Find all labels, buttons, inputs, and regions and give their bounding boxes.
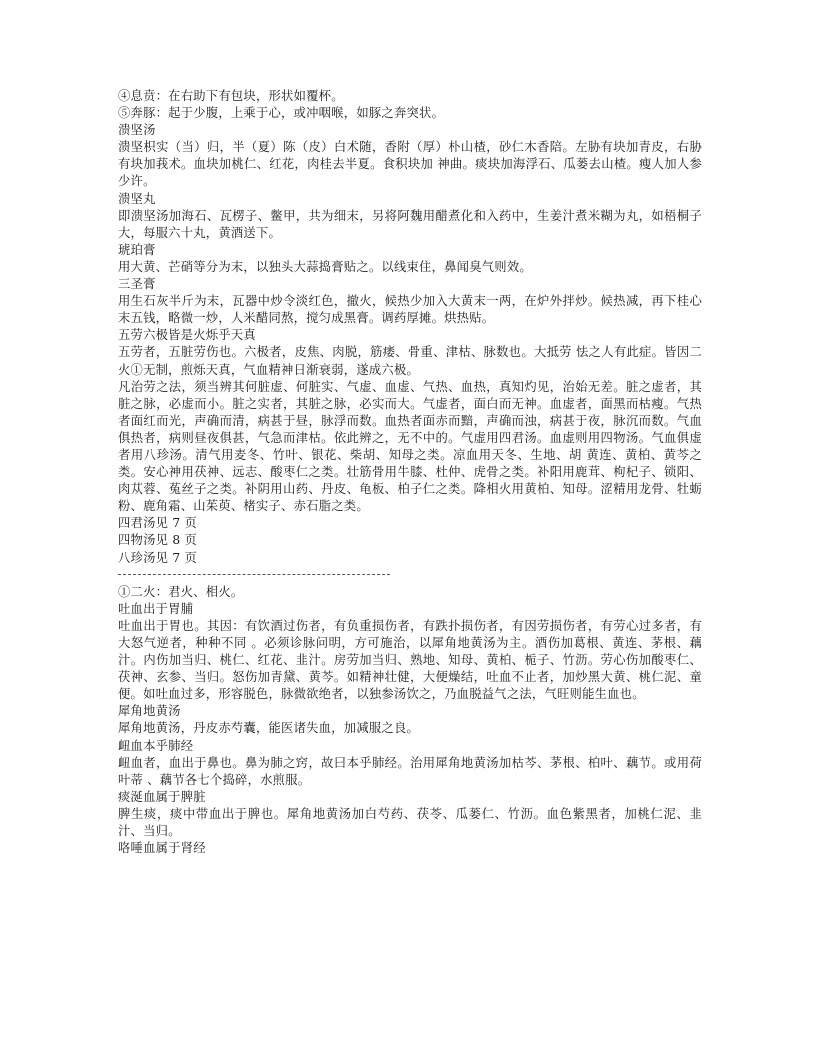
heading-wulaoliuji: 五劳六极皆是火烁乎天真 <box>118 328 256 343</box>
heading-tuxue: 吐血出于胃脯 <box>118 601 194 616</box>
paragraph-tuxue-body: 吐血出于胃也。其因：有饮酒过伤者，有负重损伤者，有跌扑损伤者，有因劳损伤者，有劳心过多者，有大怒气逆者，种种不同 。必须诊脉问明，方可施治，以犀角地黄汤为主。酒伤加葛根、黄连、茅根、藕汁。内伤加当归、桃仁、红花、韭汁。房劳加当归、熟地、知母、黄柏、栀子、竹沥。劳心伤加酸枣仁、茯神、玄参、当归。怒伤加青黛、黄芩。如精神壮健，大便燥结，吐血不止者，加炒黑大黄、桃仁泥、童便。如吐血过多，形容脱色，脉微欲绝者，以独参汤饮之，乃血脱益气之法，气旺则能生血也。 <box>118 618 702 702</box>
paragraph-nuxue-body: 衄血者，血出于鼻也。鼻为肺之窍，故曰本乎肺经。治用犀角地黄汤加枯芩、茅根、柏叶、藕节。或用荷叶蒂 、藕节各七个捣碎，水煎服。 <box>118 755 702 787</box>
paragraph-sanshenggao-body: 用生石灰半斤为末，瓦器中炒令淡红色，撤火，候热少加入大黄末一两，在炉外拌炒。候热减，再下桂心末五钱，略微一炒，人米醋同熬，搅匀成黑膏。调药厚摊。烘热贴。 <box>118 294 702 326</box>
reference-siwutang: 四物汤见 8 页 <box>118 533 198 548</box>
paragraph-wulaoliuji-body: 五劳者，五脏劳伤也。六极者，皮焦、肉脱，筋痿、骨重、津枯、脉数也。大抵劳 怯之人有此症。皆因二火①无制，煎烁天真，气血精神日渐衰弱，遂成六极。 <box>118 345 702 377</box>
paragraph-tanyanxue-body: 脾生痰，痰中带血出于脾也。犀角地黄汤加白芍药、茯苓、瓜蒌仁、竹沥。血色紫黑者，加桃仁泥、韭汁、当归。 <box>118 806 702 839</box>
heading-xijiaodihuangtang: 犀角地黄汤 <box>118 704 181 719</box>
paragraph-kuijianwan-body: 即溃坚汤加海石、瓦楞子、鳖甲，共为细末，另将阿魏用醋煮化和入药中，生姜汁煮米糊为丸，如梧桐子大，每服六十丸，黄酒送下。 <box>118 208 702 240</box>
footnote-erhuo: ①二火：君火、相火。 <box>118 584 244 599</box>
heading-tanyanxue: 痰涎血属于脾脏 <box>118 789 206 804</box>
paragraph-kuijiantang-body: 溃坚枳实（当）归，半（夏）陈（皮）白术随，香附（厚）朴山楂，砂仁木香陪。左胁有块加青皮，右胁有块加莪术。血块加桃仁、红花，肉桂去半夏。食积块加 神曲。痰块加海浮石、瓜蒌去山楂。瘦人加人参少许。 <box>118 140 702 189</box>
document-text-column <box>118 88 702 857</box>
footnote-separator <box>118 567 390 584</box>
reference-sijuntang: 四君汤见 7 页 <box>118 516 198 531</box>
heading-nuxue: 衄血本乎肺经 <box>118 738 194 753</box>
heading-katuoxue: 咯唾血属于肾经 <box>118 841 206 856</box>
heading-hupogao: 琥珀膏 <box>118 242 156 257</box>
paragraph-bentun: ⑤奔豚：起于少腹，上乘于心，或冲咽喉，如豚之奔突状。 <box>118 106 445 121</box>
heading-kuijiantang: 溃坚汤 <box>118 123 156 138</box>
paragraph-hupogao-body: 用大黄、芒硝等分为末，以独头大蒜捣膏贴之。以线束住，鼻闻臭气则效。 <box>118 259 532 274</box>
heading-kuijianwan: 溃坚丸 <box>118 191 156 206</box>
paragraph-xiben: ④息贲：在右助下有包块，形状如覆杯。 <box>118 89 344 103</box>
heading-sanshenggao: 三圣膏 <box>118 277 156 292</box>
paragraph-xijiaodihuangtang-body: 犀角地黄汤，丹皮赤芍囊，能医诸失血，加减服之良。 <box>118 721 420 736</box>
reference-bazhentang: 八珍汤见 7 页 <box>118 550 198 565</box>
paragraph-zhilao-method: 凡治劳之法，须当辨其何脏虚、何脏实、气虚、血虚、气热、血热，真知灼见，治始无差。脏之虚者，其脏之脉，必虚而小。脏之实者，其脏之脉，必实而大。气虚者，面白而无神。血虚者，面黑而枯瘦。气热者面红而光，声确而清，病甚于昼，脉浮而数。血热者面赤而黯，声确而浊，病甚于夜，脉沉而数。气血俱热者，病则昼夜俱甚，气急而津枯。依此辨之，无不中的。气虚用四君汤。血虚则用四物汤。气血俱虚者用八珍汤。清气用麦冬、竹叶、银花、柴胡、知母之类。凉血用天冬、生地、胡 黄连、黄柏、黄芩之类。安心神用茯神、远志、酸枣仁之类。壮筋骨用牛膝、杜仲、虎骨之类。补阳用鹿茸、枸杞子、锁阳、肉苁蓉、菟丝子之类。补阴用山药、丹皮、龟板、柏子仁之类。降相火用黄柏、知母。涩精用龙骨、牡蛎粉、鹿角霜、山茱萸、楮实子、赤石脂之类。 <box>118 379 702 514</box>
